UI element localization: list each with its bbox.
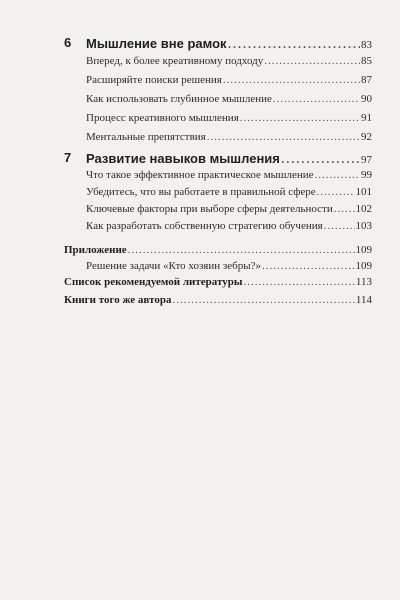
entry-page-number: 102 bbox=[355, 203, 372, 215]
appendix-title: Приложение bbox=[64, 244, 127, 256]
entry-page-number: 92 bbox=[361, 131, 372, 143]
toc-entry bbox=[86, 186, 372, 200]
entry-page-number: 103 bbox=[355, 220, 372, 232]
leader-dots bbox=[207, 131, 360, 143]
toc-entry bbox=[86, 112, 372, 126]
toc-entry bbox=[86, 169, 372, 183]
back-matter-title: Список рекомендуемой литературы bbox=[64, 276, 243, 288]
toc-entry bbox=[86, 55, 372, 69]
leader-dots bbox=[223, 74, 360, 86]
toc-entry bbox=[86, 74, 372, 88]
entry-title: Расширяйте поиски решения bbox=[86, 74, 222, 86]
entry-title: Ключевые факторы при выборе сферы деятельности bbox=[86, 203, 333, 215]
toc-appendix bbox=[64, 244, 372, 258]
toc-entry bbox=[86, 220, 372, 234]
toc-back-matter-item bbox=[64, 294, 372, 308]
leader-dots bbox=[128, 244, 355, 256]
leader-dots bbox=[317, 186, 355, 198]
entry-title: Вперед, к более креативному подходу bbox=[86, 55, 264, 67]
entry-page-number: 91 bbox=[361, 112, 372, 124]
toc-chapter bbox=[64, 150, 372, 168]
entry-page-number: 109 bbox=[355, 260, 372, 272]
entry-page-number: 99 bbox=[361, 169, 372, 181]
back-matter-page-number: 114 bbox=[355, 294, 372, 306]
entry-title: Что такое эффективное практическое мышление bbox=[86, 169, 314, 181]
chapter-page-number: 97 bbox=[361, 154, 372, 166]
entry-page-number: 90 bbox=[361, 93, 372, 105]
leader-dots bbox=[243, 276, 354, 288]
entry-page-number: 85 bbox=[361, 55, 372, 67]
entry-page-number: 101 bbox=[355, 186, 372, 198]
toc-entry bbox=[86, 93, 372, 107]
leader-dots bbox=[324, 220, 355, 232]
leader-dots bbox=[228, 35, 360, 53]
chapter-title: Мышление вне рамок bbox=[86, 36, 227, 51]
leader-dots bbox=[334, 203, 355, 215]
leader-dots bbox=[264, 55, 360, 67]
leader-dots bbox=[281, 150, 360, 168]
entry-title: Как использовать глубинное мышление bbox=[86, 93, 272, 105]
entry-title: Убедитесь, что вы работаете в правильной сфере bbox=[86, 186, 316, 198]
entry-page-number: 87 bbox=[361, 74, 372, 86]
toc-chapter bbox=[64, 35, 372, 53]
entry-title: Ментальные препятствия bbox=[86, 131, 206, 143]
chapter-page-number: 83 bbox=[361, 39, 372, 51]
leader-dots bbox=[273, 93, 360, 105]
toc-back-matter-item bbox=[64, 276, 372, 290]
toc-entry bbox=[86, 131, 372, 145]
entry-title: Как разработать собственную стратегию обучения bbox=[86, 220, 323, 232]
leader-dots bbox=[172, 294, 354, 306]
leader-dots bbox=[262, 260, 355, 272]
back-matter-title: Книги того же автора bbox=[64, 294, 172, 306]
appendix-page-number: 109 bbox=[355, 244, 372, 256]
entry-title: Процесс креативного мышления bbox=[86, 112, 239, 124]
leader-dots bbox=[315, 169, 360, 181]
entry-title: Решение задачи «Кто хозяин зебры?» bbox=[86, 260, 261, 272]
chapter-number: 6 bbox=[64, 35, 72, 50]
chapter-number: 7 bbox=[64, 150, 72, 165]
back-matter-page-number: 113 bbox=[355, 276, 372, 288]
chapter-title: Развитие навыков мышления bbox=[86, 151, 280, 166]
toc-entry bbox=[86, 203, 372, 217]
toc-entry bbox=[86, 260, 372, 274]
leader-dots bbox=[240, 112, 360, 124]
